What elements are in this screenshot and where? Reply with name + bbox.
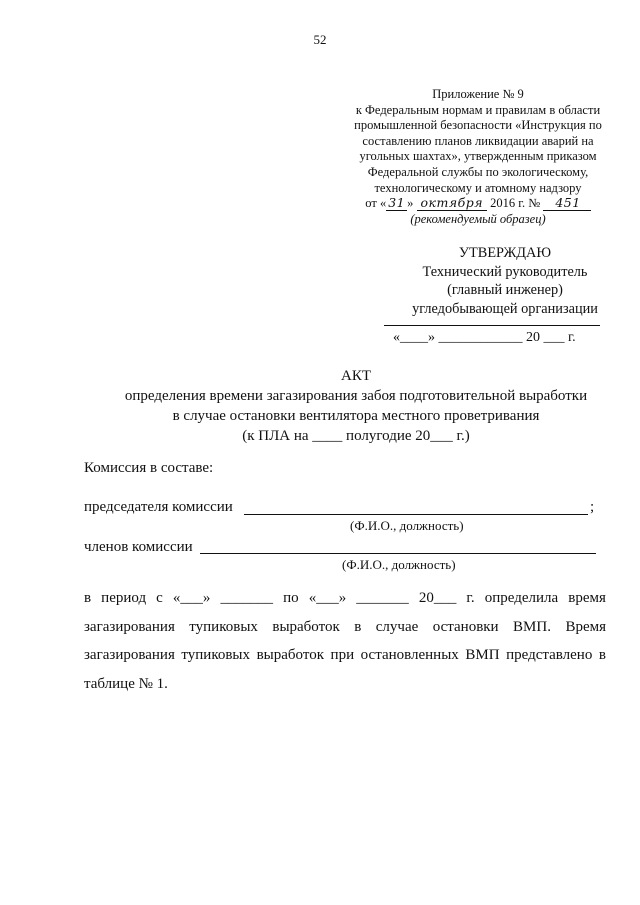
paragraph-line-3: загазирования тупиковых выработок при остановленных ВМП представлено в bbox=[84, 647, 606, 663]
page-number: 52 bbox=[313, 32, 327, 47]
appendix-line: составлению планов ликвидации аварий на bbox=[362, 133, 594, 148]
approval-title: УТВЕРЖДАЮ bbox=[458, 245, 552, 261]
members-caption: (Ф.И.О., должность) bbox=[342, 557, 456, 572]
appendix-title: Приложение № 9 bbox=[432, 87, 524, 101]
commission-intro: Комиссия в составе: bbox=[84, 460, 214, 476]
appendix-line: Федеральной службы по экологическому, bbox=[367, 164, 589, 179]
appendix-line: промышленной безопасности «Инструкция по bbox=[354, 118, 602, 133]
act-subtitle-line: (к ПЛА на ____ полугодие 20___ г.) bbox=[242, 428, 470, 444]
appendix-block bbox=[330, 87, 626, 227]
appendix-line: технологическому и атомному надзору bbox=[374, 180, 582, 195]
approval-block bbox=[370, 244, 640, 318]
appendix-note: (рекомендуемый образец) bbox=[410, 211, 546, 226]
paragraph-line-2: загазирования тупиковых выработок в случае остановки ВМП. Время bbox=[84, 618, 606, 635]
appendix-line: угольных шахтах», утвержденным приказом bbox=[359, 149, 597, 164]
act-subtitle-line: определения времени загазирования забоя подготовительной выработки bbox=[124, 388, 588, 404]
chair-end: ; bbox=[590, 499, 595, 515]
handwritten-order-number: 451 bbox=[543, 197, 590, 211]
act-title: АКТ bbox=[341, 368, 371, 384]
approval-line: угледобывающей организации bbox=[412, 300, 598, 317]
handwritten-month: октября bbox=[417, 197, 488, 211]
approval-line: Технический руководитель bbox=[422, 263, 588, 280]
members-fill-line bbox=[200, 553, 596, 554]
act-subtitle-line: в случае остановки вентилятора местного проветривания bbox=[172, 408, 540, 424]
members-label: членов комиссии bbox=[84, 539, 193, 555]
handwritten-day: 31 bbox=[388, 195, 406, 211]
approval-date-line: «____» ____________ 20 ___ г. bbox=[393, 330, 576, 345]
chair-label: председателя комиссии bbox=[84, 499, 233, 515]
chair-caption: (Ф.И.О., должность) bbox=[350, 518, 464, 533]
act-heading bbox=[0, 366, 640, 446]
approval-line: (главный инженер) bbox=[447, 282, 563, 298]
paragraph-line-1: в период с «___» _______ по «___» _______ 20___ г. определила время bbox=[84, 590, 606, 606]
appendix-line: к Федеральным нормам и правилам в области bbox=[355, 102, 601, 117]
chair-fill-line bbox=[244, 514, 588, 515]
signature-line bbox=[384, 325, 600, 326]
appendix-date-line: от « 31 » октября 2016 г. № 451 bbox=[330, 196, 626, 212]
paragraph-line-4: таблице № 1. bbox=[84, 675, 168, 692]
period-paragraph bbox=[84, 584, 606, 698]
